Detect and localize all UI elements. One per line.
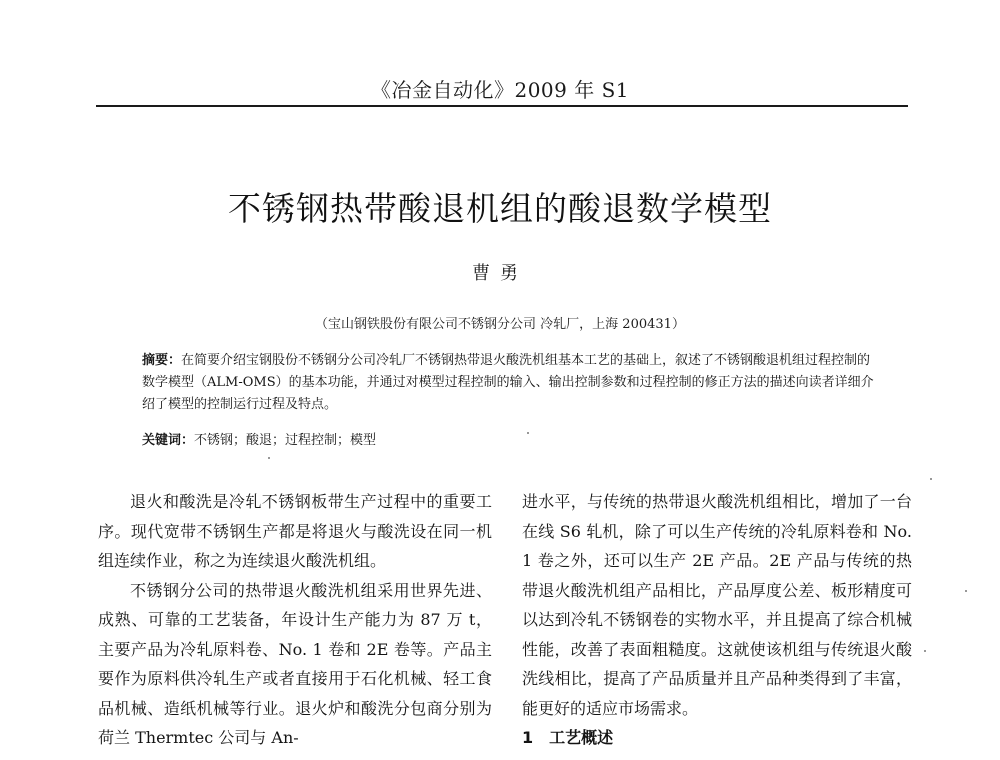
keywords-text: 不锈钢；酸退；过程控制；模型	[194, 433, 377, 448]
header-rule	[96, 105, 908, 107]
section-heading	[522, 723, 912, 753]
scan-speck	[930, 478, 932, 480]
left-paragraph-2: 不锈钢分公司的热带退火酸洗机组采用世界先进、成熟、可靠的工艺装备，年设计生产能力为 87 万 t，主要产品为冷轧原料卷、No. 1 卷和 2E 卷等。产品主要作为原料供冷轧生产或者直接用于石化机械、轻工食品机械、造纸机械等行业。退火炉和酸洗分包商分别为荷兰 Thermtec 公司与 An-	[98, 580, 492, 747]
author-affiliation: （宝山钢铁股份有限公司不锈钢分公司 冷轧厂，上海 200431）	[315, 317, 685, 332]
running-head: 《冶金自动化》2009 年 S1	[370, 78, 630, 102]
scan-speck	[965, 590, 967, 592]
scan-speck	[268, 457, 270, 459]
left-paragraph-1: 退火和酸洗是冷轧不锈钢板带生产过程中的重要工序。现代宽带不锈钢生产都是将退火与酸洗设在同一机组连续作业，称之为连续退火酸洗机组。	[98, 492, 492, 570]
abstract-label: 摘要：	[142, 353, 182, 368]
abstract-text: 在简要介绍宝钢股份不锈钢分公司冷轧厂不锈钢热带退火酸洗机组基本工艺的基础上，叙述了不锈钢酸退机组过程控制的数学模型（ALM-OMS）的基本功能，并通过对模型过程控制的输入、输出控制参数和过程控制的修正方法的描述向读者详细介绍了模型的控制运行过程及特点。	[142, 353, 874, 412]
section-title: 工艺概述	[549, 728, 614, 747]
paper-title: 不锈钢热带酸退机组的酸退数学模型	[228, 189, 772, 228]
left-column	[98, 487, 492, 753]
keywords-label: 关键词：	[142, 433, 195, 448]
right-paragraph-1: 进水平，与传统的热带退火酸洗机组相比，增加了一台在线 S6 轧机，除了可以生产传统的冷轧原料卷和 No. 1 卷之外，还可以生产 2E 产品。2E 产品与传统的热带退火酸洗机组产品相比，产品厚度公差、板形精度可以达到冷轧不锈钢卷的实物水平，并且提高了综合机械性能，改善了表面粗糙度。这就使该机组与传统退火酸洗线相比，提高了产品质量并且产品种类得到了丰富，能更好的适应市场需求。	[522, 492, 912, 718]
abstract	[142, 350, 876, 416]
right-column	[522, 487, 912, 753]
scan-speck	[924, 650, 926, 652]
author-name: 曹勇	[472, 263, 528, 284]
keywords	[142, 431, 876, 451]
scan-speck	[527, 432, 529, 434]
section-number: 1	[522, 728, 534, 747]
